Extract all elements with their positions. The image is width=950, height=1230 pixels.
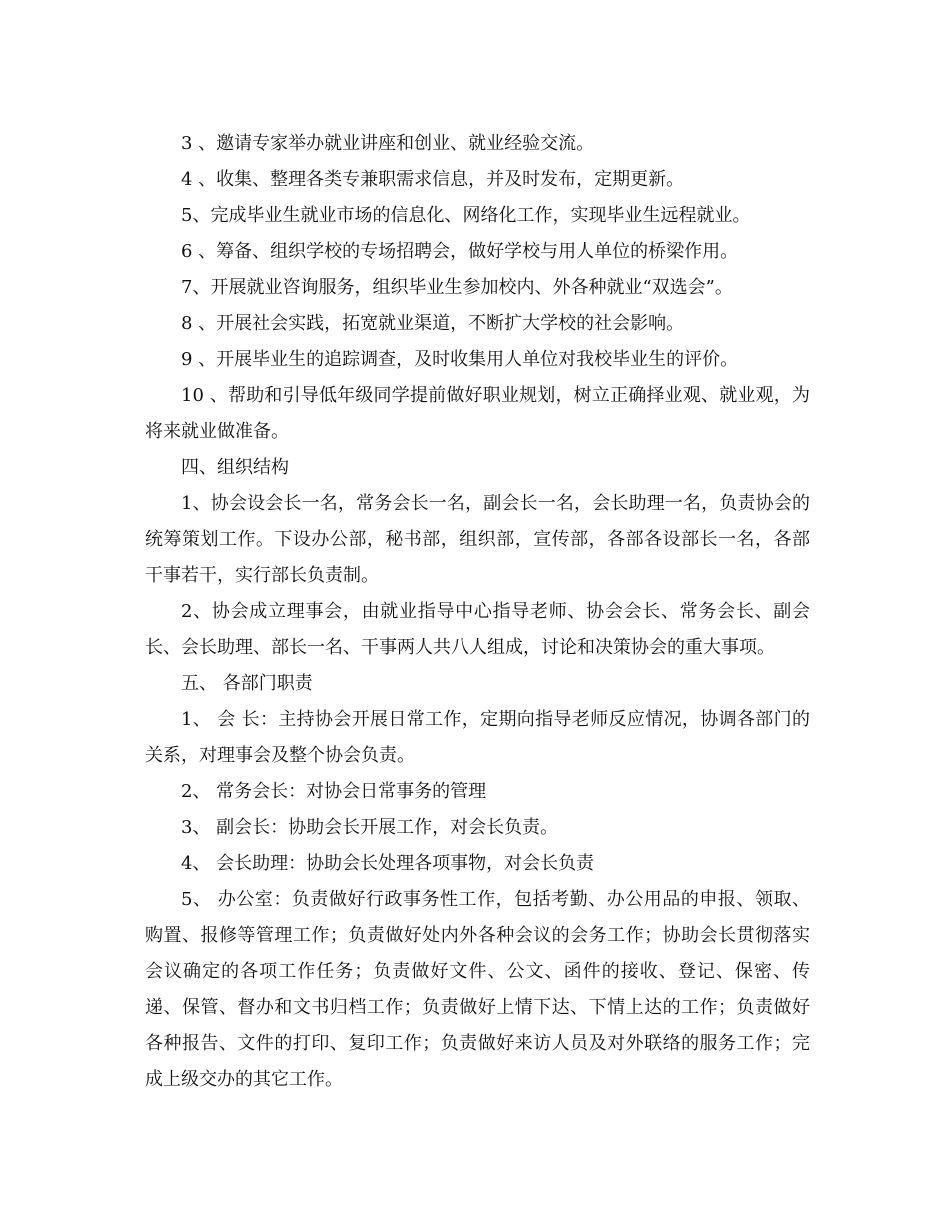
section-heading-organization: 四、组织结构 bbox=[181, 457, 289, 478]
paragraph-item-3: 3 、邀请专家举办就业讲座和创业、就业经验交流。 bbox=[181, 133, 595, 154]
paragraph-structure-1: 1、协会设会长一名，常务会长一名，副会长一名，会长助理一名，负责协会的统筹策划工作。下设办公部，秘书部，组织部，宣传部，各部各设部长一名，各部干事若干，实行部长负责制。 bbox=[145, 493, 810, 586]
paragraph-item-7: 7、开展就业咨询服务，组织毕业生参加校内、外各种就业“双选会”。 bbox=[181, 277, 733, 298]
paragraph-duty-assistant: 4、 会长助理：协助会长处理各项事物，对会长负责 bbox=[181, 853, 595, 874]
paragraph-duty-executive-president: 2、 常务会长：对协会日常事务的管理 bbox=[181, 781, 487, 802]
paragraph-duty-president: 1、 会 长：主持协会开展日常工作，定期向指导老师反应情况，协调各部门的关系，对理事会及整个协会负责。 bbox=[145, 709, 810, 766]
paragraph-item-8: 8 、开展社会实践，拓宽就业渠道，不断扩大学校的社会影响。 bbox=[181, 313, 685, 334]
document-body bbox=[145, 126, 810, 1098]
section-heading-duties: 五、 各部门职责 bbox=[181, 673, 313, 694]
paragraph-item-6: 6 、筹备、组织学校的专场招聘会，做好学校与用人单位的桥梁作用。 bbox=[181, 241, 739, 262]
paragraph-item-9: 9 、开展毕业生的追踪调查，及时收集用人单位对我校毕业生的评价。 bbox=[181, 349, 739, 370]
paragraph-item-10: 10 、帮助和引导低年级同学提前做好职业规划，树立正确择业观、就业观，为将来就业做准备。 bbox=[145, 385, 810, 442]
paragraph-item-4: 4 、收集、整理各类专兼职需求信息，并及时发布，定期更新。 bbox=[181, 169, 685, 190]
paragraph-structure-2: 2、协会成立理事会，由就业指导中心指导老师、协会会长、常务会长、副会长、会长助理、部长一名、干事两人共八人组成，讨论和决策协会的重大事项。 bbox=[145, 601, 810, 658]
paragraph-duty-office: 5、 办公室：负责做好行政事务性工作，包括考勤、办公用品的申报、领取、购置、报修等管理工作；负责做好处内外各种会议的会务工作；协助会长贯彻落实会议确定的各项工作任务；负责做好文件、公文、函件的接收、登记、保密、传递、保管、督办和文书归档工作；负责做好上情下达、下情上达的工作；负责做好各种报告、文件的打印、复印工作；负责做好来访人员及对外联络的服务工作；完成上级交办的其它工作。 bbox=[145, 889, 810, 1090]
paragraph-duty-vice-president: 3、 副会长：协助会长开展工作，对会长负责。 bbox=[181, 817, 559, 838]
paragraph-item-5: 5、完成毕业生就业市场的信息化、网络化工作，实现毕业生远程就业。 bbox=[181, 205, 751, 226]
